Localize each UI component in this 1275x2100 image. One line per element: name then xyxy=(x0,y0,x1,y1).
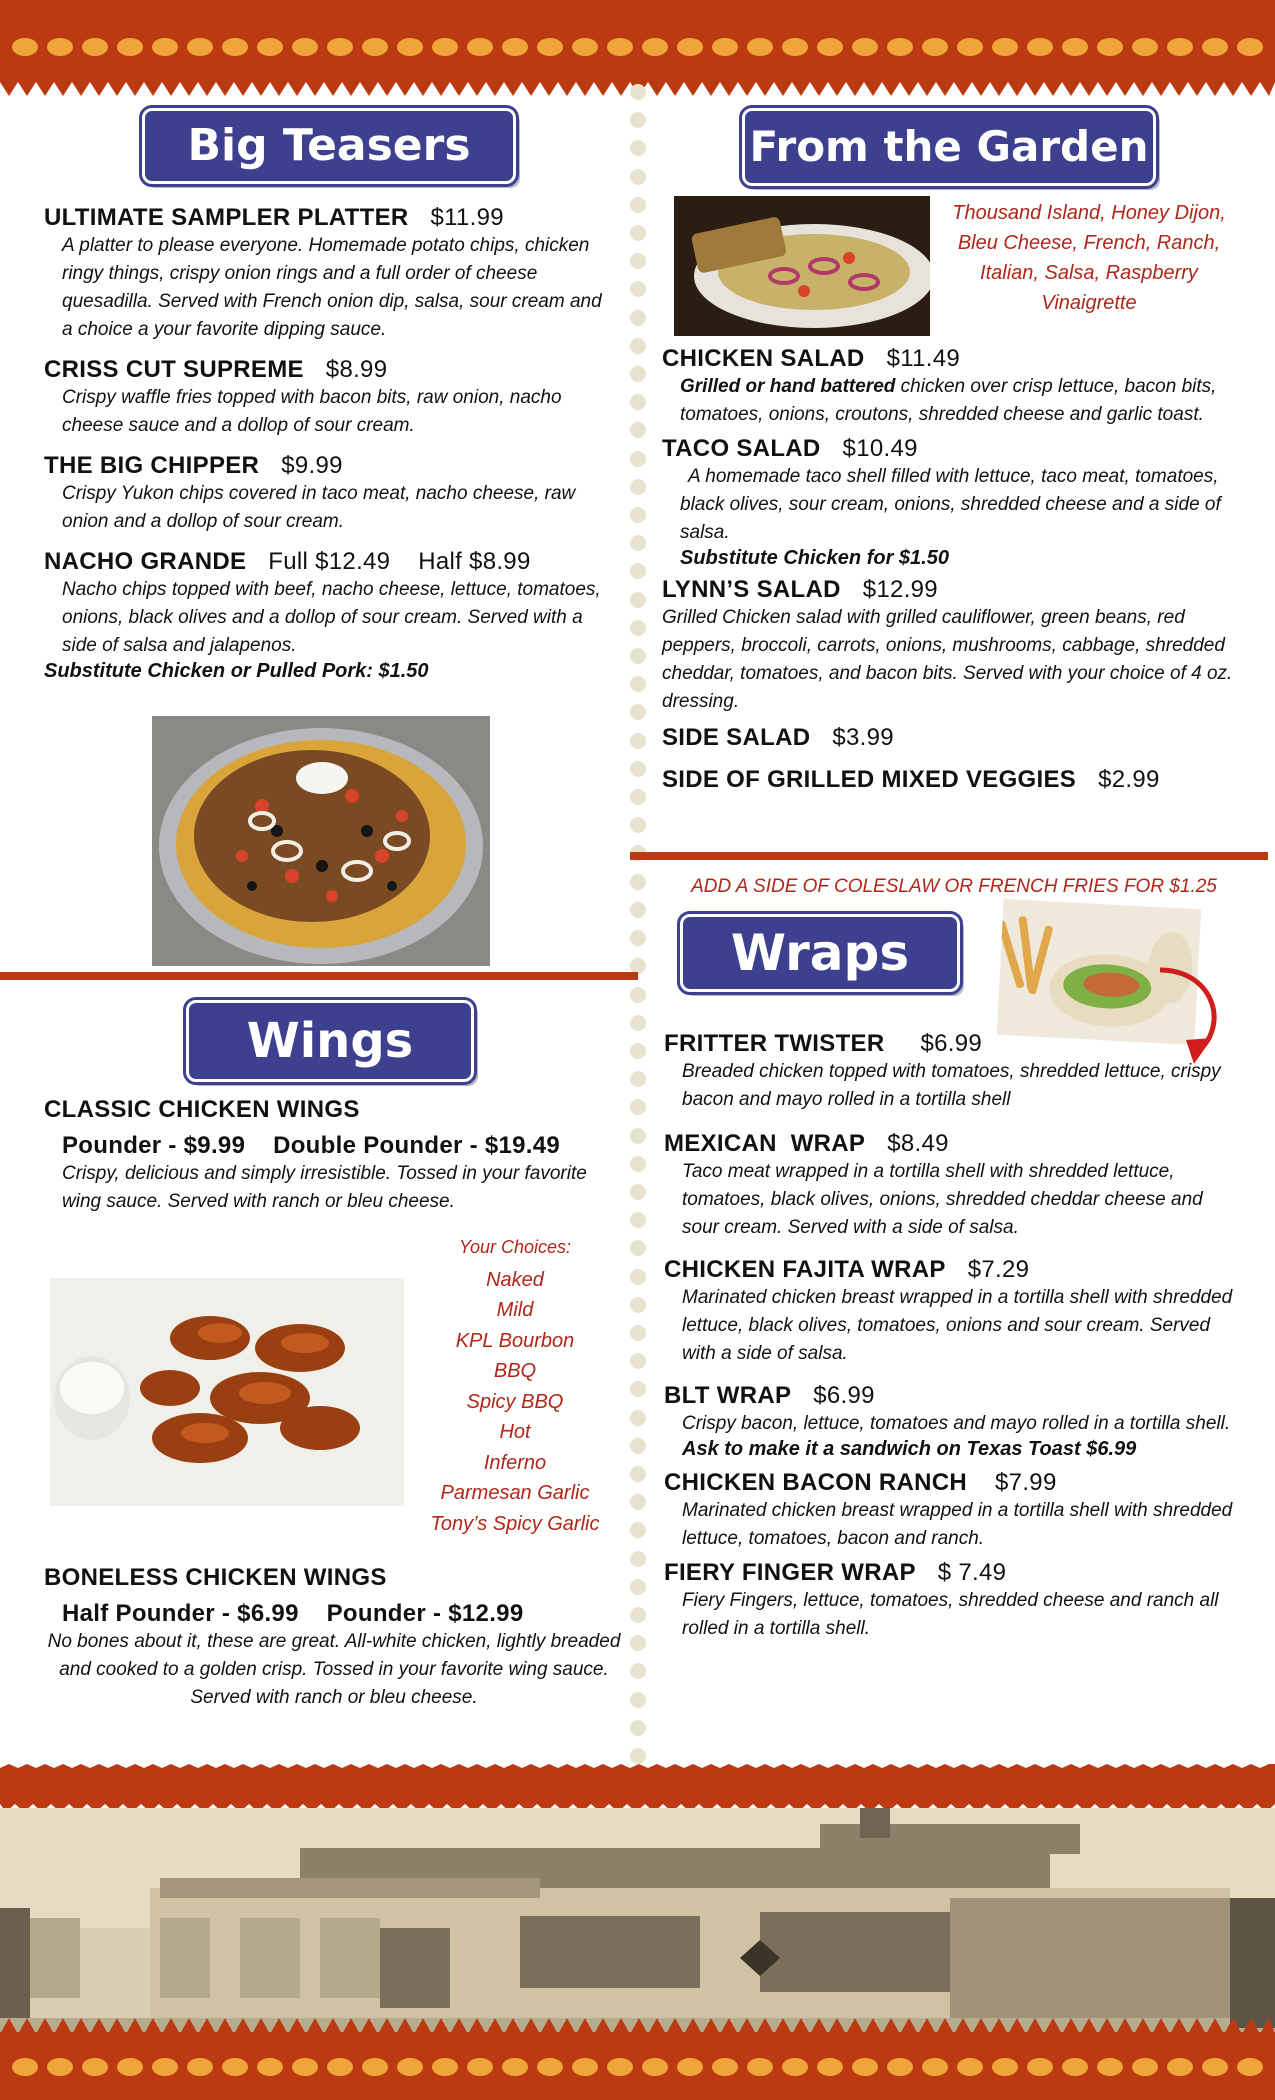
divider-dot xyxy=(630,310,646,326)
decorative-dot xyxy=(467,38,493,56)
decorative-dot xyxy=(327,2058,353,2076)
decorative-dot xyxy=(677,38,703,56)
divider-dot xyxy=(630,1410,646,1426)
decorative-dot xyxy=(397,38,423,56)
item-name: NACHO GRANDE xyxy=(44,548,247,575)
decorative-dot xyxy=(47,2058,73,2076)
decorative-dot xyxy=(82,38,108,56)
boneless-wings-sizes: Half Pounder - $6.99 Pounder - $12.99 xyxy=(62,1600,524,1627)
divider-dot xyxy=(630,1325,646,1341)
divider-dot xyxy=(630,1297,646,1313)
boneless-wings xyxy=(44,1564,624,1712)
decorative-dot xyxy=(817,2058,843,2076)
divider-dot xyxy=(630,1381,646,1397)
addon-note: ADD A SIDE OF COLESLAW OR FRENCH FRIES FOR $1.25 xyxy=(691,876,1217,897)
menu-item-title xyxy=(664,1256,1244,1284)
classic-wings-sizes: Pounder - $9.99 Double Pounder - $19.49 xyxy=(62,1132,561,1159)
nachos-photo xyxy=(152,716,490,966)
decorative-dot xyxy=(362,38,388,56)
divider-dot xyxy=(630,1466,646,1482)
decorative-dot xyxy=(82,2058,108,2076)
item-price: $11.99 xyxy=(430,204,504,231)
decorative-dot xyxy=(957,38,983,56)
item-name: CRISS CUT SUPREME xyxy=(44,356,304,383)
decorative-dot xyxy=(992,2058,1018,2076)
decorative-dot xyxy=(222,38,248,56)
divider-dot xyxy=(630,1635,646,1651)
sauce-choice: Spicy BBQ xyxy=(466,1390,564,1413)
sauce-choice: KPL Bourbon xyxy=(455,1329,575,1352)
divider-dot xyxy=(630,789,646,805)
divider-dot xyxy=(630,1184,646,1200)
decorative-dot xyxy=(957,2058,983,2076)
wings-banner xyxy=(186,1000,474,1082)
salad-photo xyxy=(674,196,930,336)
item-name: SIDE SALAD xyxy=(662,724,811,751)
decorative-dot xyxy=(1132,38,1158,56)
bottom-dot-row xyxy=(0,2054,1275,2080)
sauce-choice: Inferno xyxy=(483,1451,547,1474)
decorative-dot xyxy=(1237,38,1263,56)
divider-dot xyxy=(630,84,646,100)
wraps-title: Wraps xyxy=(730,924,910,982)
decorative-dot xyxy=(222,2058,248,2076)
item-price: $10.49 xyxy=(842,435,918,462)
decorative-dot xyxy=(1097,2058,1123,2076)
divider-dot xyxy=(630,1099,646,1115)
decorative-dot xyxy=(117,2058,143,2076)
decorative-dot xyxy=(607,2058,633,2076)
item-description: Marinated chicken breast wrapped in a tortilla shell with shredded lettuce, black olives, tomatoes, onions and sour cream. Served with a side of salsa. xyxy=(682,1287,1233,1364)
big-teasers-title: Big Teasers xyxy=(187,120,471,171)
divider-dot xyxy=(630,197,646,213)
divider-dot xyxy=(630,451,646,467)
decorative-dot xyxy=(852,2058,878,2076)
item-price: $8.49 xyxy=(887,1130,949,1157)
decorative-dot xyxy=(1237,2058,1263,2076)
menu-item-title xyxy=(662,435,1247,463)
wing-choices xyxy=(412,1232,618,1539)
decorative-dot xyxy=(1027,2058,1053,2076)
item-name: FIERY FINGER WRAP xyxy=(664,1559,916,1586)
divider-dot xyxy=(630,1692,646,1708)
mid-zigzag-band xyxy=(0,1764,1275,1812)
decorative-dot xyxy=(782,2058,808,2076)
item-name: SIDE OF GRILLED MIXED VEGGIES xyxy=(662,766,1077,793)
divider-dot xyxy=(630,422,646,438)
divider-dot xyxy=(630,1128,646,1144)
substitute-note: Substitute Chicken or Pulled Pork: $1.50 xyxy=(44,660,429,682)
right-section-divider xyxy=(630,852,1268,860)
item-description xyxy=(680,373,1247,429)
divider-dot xyxy=(630,112,646,128)
divider-dot xyxy=(630,592,646,608)
item-name: TACO SALAD xyxy=(662,435,821,462)
divider-dot xyxy=(630,1071,646,1087)
decorative-dot xyxy=(362,2058,388,2076)
menu-item-title xyxy=(664,1382,1244,1410)
item-name: CHICKEN SALAD xyxy=(662,345,865,372)
substitute-note: Substitute Chicken for $1.50 xyxy=(680,547,949,569)
divider-dot xyxy=(630,874,646,890)
menu-item-title xyxy=(662,576,1247,604)
divider-dot xyxy=(630,281,646,297)
item-description: Crispy waffle fries topped with bacon bits, raw onion, nacho cheese sauce and a dollop of sour cream. xyxy=(62,387,562,436)
divider-dot xyxy=(630,930,646,946)
decorative-dot xyxy=(187,38,213,56)
menu-item-title xyxy=(662,766,1247,794)
item-description: Crispy Yukon chips covered in taco meat, nacho cheese, raw onion and a dollop of sour cream. xyxy=(62,483,576,532)
decorative-dot xyxy=(1062,38,1088,56)
decorative-dot xyxy=(852,38,878,56)
menu-item-title xyxy=(44,452,614,480)
menu-item-title xyxy=(664,1030,1244,1058)
decorative-dot xyxy=(1167,38,1193,56)
divider-dot xyxy=(630,1748,646,1764)
decorative-dot xyxy=(817,38,843,56)
item-name: LYNN’S SALAD xyxy=(662,576,841,603)
wings-photo xyxy=(50,1278,404,1506)
left-section-divider xyxy=(0,972,638,980)
desc-bold: Grilled or hand battered xyxy=(680,376,896,397)
item-price: Full $12.49 Half $8.99 xyxy=(268,548,531,575)
menu-item-title xyxy=(44,356,614,384)
decorative-dot xyxy=(292,38,318,56)
menu-item-title xyxy=(664,1559,1244,1587)
item-description: Crispy bacon, lettuce, tomatoes and mayo rolled in a tortilla shell. xyxy=(682,1413,1231,1434)
item-price: $8.99 xyxy=(325,356,388,383)
boneless-wings-title: BONELESS CHICKEN WINGS xyxy=(44,1564,387,1591)
divider-dot xyxy=(630,704,646,720)
decorative-dot xyxy=(922,38,948,56)
item-name: MEXICAN WRAP xyxy=(664,1130,866,1157)
item-price: $11.49 xyxy=(886,345,961,372)
divider-dot xyxy=(630,761,646,777)
divider-dot xyxy=(630,676,646,692)
item-description: A platter to please everyone. Homemade potato chips, chicken ringy things, crispy onion rings and a full order of cheese quesadilla. Served with French onion dip, salsa, sour cream and a choice a your favorite dipping sauce. xyxy=(62,235,602,340)
decorative-dot xyxy=(677,2058,703,2076)
classic-wings-description: Crispy, delicious and simply irresistible. Tossed in your favorite wing sauce. Served with ranch or bleu cheese. xyxy=(62,1163,587,1212)
item-price: $6.99 xyxy=(920,1030,983,1057)
garden-title: From the Garden xyxy=(749,122,1149,171)
decorative-dot xyxy=(1202,2058,1228,2076)
divider-dot xyxy=(630,902,646,918)
decorative-dot xyxy=(642,2058,668,2076)
decorative-dot xyxy=(117,38,143,56)
divider-dot xyxy=(630,225,646,241)
item-name: ULTIMATE SAMPLER PLATTER xyxy=(44,204,409,231)
divider-dot xyxy=(630,1579,646,1595)
menu-item-title xyxy=(44,204,614,232)
decorative-dot xyxy=(257,38,283,56)
item-name: CHICKEN FAJITA WRAP xyxy=(664,1256,946,1283)
divider-dot xyxy=(630,253,646,269)
divider-dot xyxy=(630,817,646,833)
decorative-dot xyxy=(1062,2058,1088,2076)
top-dot-row xyxy=(0,34,1275,60)
decorative-dot xyxy=(1097,38,1123,56)
divider-dot xyxy=(630,1156,646,1172)
top-band xyxy=(0,0,1275,82)
sauce-choice: Naked xyxy=(486,1268,544,1291)
sauce-choice: Mild xyxy=(496,1299,534,1321)
decorative-dot xyxy=(47,38,73,56)
item-description: Taco meat wrapped in a tortilla shell with shredded lettuce, tomatoes, black olives, onions, shredded cheddar cheese and sour cream. Served with a side of salsa. xyxy=(682,1161,1203,1238)
classic-wings-title: CLASSIC CHICKEN WINGS xyxy=(44,1096,360,1123)
divider-dot xyxy=(630,1663,646,1679)
decorative-dot xyxy=(292,2058,318,2076)
decorative-dot xyxy=(502,2058,528,2076)
bottom-zigzag xyxy=(0,2018,1275,2034)
decorative-dot xyxy=(887,2058,913,2076)
decorative-dot xyxy=(152,2058,178,2076)
divider-dot xyxy=(630,338,646,354)
decorative-dot xyxy=(782,38,808,56)
divider-dot xyxy=(630,987,646,1003)
menu-item-title xyxy=(662,724,1247,752)
item-name: BLT WRAP xyxy=(664,1382,792,1409)
decorative-dot xyxy=(502,38,528,56)
sauce-choice: Hot xyxy=(499,1421,531,1443)
decorative-dot xyxy=(887,38,913,56)
wraps-list xyxy=(664,1030,1244,1643)
decorative-dot xyxy=(537,2058,563,2076)
item-price: $3.99 xyxy=(832,724,894,751)
decorative-dot xyxy=(257,2058,283,2076)
item-description: Nacho chips topped with beef, nacho cheese, lettuce, tomatoes, onions, black olives and a dollop of sour cream. Served with a side of salsa and jalapenos. xyxy=(62,579,601,656)
item-name: FRITTER TWISTER xyxy=(664,1030,885,1057)
divider-dot xyxy=(630,733,646,749)
divider-dot xyxy=(630,1551,646,1567)
decorative-dot xyxy=(1027,38,1053,56)
divider-dot xyxy=(630,507,646,523)
divider-dot xyxy=(630,535,646,551)
classic-wings xyxy=(44,1096,624,1216)
item-description: A homemade taco shell filled with lettuce, taco meat, tomatoes, black olives, sour cream, onions, shredded cheese and a side of salsa. xyxy=(680,466,1221,543)
divider-dot xyxy=(630,1212,646,1228)
decorative-dot xyxy=(537,38,563,56)
teasers-list xyxy=(44,204,614,683)
divider-dot xyxy=(630,366,646,382)
divider-dot xyxy=(630,648,646,664)
divider-dot xyxy=(630,1269,646,1285)
decorative-dot xyxy=(992,38,1018,56)
divider-dot xyxy=(630,1438,646,1454)
item-description: Fiery Fingers, lettuce, tomatoes, shredded cheese and ranch all rolled in a tortilla shell. xyxy=(682,1590,1219,1639)
wraps-banner xyxy=(680,914,960,992)
divider-dot xyxy=(630,1607,646,1623)
decorative-dot xyxy=(467,2058,493,2076)
desc-text: chicken over crisp lettuce, bacon bits, tomatoes, onions, croutons, shredded cheese and garlic toast. xyxy=(680,376,1217,425)
sauce-choice: BBQ xyxy=(493,1360,537,1382)
big-teasers-banner xyxy=(142,108,516,184)
divider-dot xyxy=(630,1494,646,1510)
vertical-divider xyxy=(628,84,648,1764)
divider-dot xyxy=(630,394,646,410)
item-price: $12.99 xyxy=(862,576,938,603)
decorative-dot xyxy=(747,38,773,56)
divider-dot xyxy=(630,1015,646,1031)
garden-list xyxy=(662,345,1247,794)
decorative-dot xyxy=(712,2058,738,2076)
bottom-band xyxy=(0,2032,1275,2100)
decorative-dot xyxy=(747,2058,773,2076)
decorative-dot xyxy=(432,2058,458,2076)
decorative-dot xyxy=(327,38,353,56)
decorative-dot xyxy=(1167,2058,1193,2076)
decorative-dot xyxy=(1132,2058,1158,2076)
decorative-dot xyxy=(607,38,633,56)
item-price: $6.99 xyxy=(813,1382,875,1409)
dressing-list: Thousand Island, Honey Dijon, Bleu Cheese, French, Ranch, Italian, Salsa, Raspberry Vinaigrette xyxy=(952,202,1226,314)
divider-dot xyxy=(630,1240,646,1256)
choices-title: Your Choices: xyxy=(458,1237,572,1257)
decorative-dot xyxy=(12,2058,38,2076)
menu-item-title xyxy=(664,1130,1244,1158)
decorative-dot xyxy=(397,2058,423,2076)
item-description: Grilled Chicken salad with grilled cauliflower, green beans, red peppers, broccoli, carrots, onions, mushrooms, cabbage, shredded cheddar, tomatoes, and bacon bits. Served with your choice of 4 oz. dressing. xyxy=(662,607,1233,712)
item-price: $7.29 xyxy=(967,1256,1030,1283)
item-price: $9.99 xyxy=(281,452,343,479)
divider-dot xyxy=(630,140,646,156)
divider-dot xyxy=(630,620,646,636)
decorative-dot xyxy=(1202,38,1228,56)
item-price: $2.99 xyxy=(1098,766,1160,793)
sauce-choice: Tony’s Spicy Garlic xyxy=(430,1512,600,1535)
item-description: Breaded chicken topped with tomatoes, shredded lettuce, crispy bacon and mayo rolled in a tortilla shell xyxy=(682,1061,1221,1110)
item-description: Marinated chicken breast wrapped in a tortilla shell with shredded lettuce, tomatoes, bacon and ranch. xyxy=(682,1500,1233,1549)
garden-banner xyxy=(742,108,1156,186)
decorative-dot xyxy=(187,2058,213,2076)
item-name: THE BIG CHIPPER xyxy=(44,452,260,479)
decorative-dot xyxy=(922,2058,948,2076)
wings-title: Wings xyxy=(246,1013,414,1069)
decorative-dot xyxy=(642,38,668,56)
decorative-dot xyxy=(712,38,738,56)
decorative-dot xyxy=(572,2058,598,2076)
menu-item-title xyxy=(44,548,614,576)
menu-item-title xyxy=(662,345,1247,373)
divider-dot xyxy=(630,1043,646,1059)
sauce-choice: Parmesan Garlic xyxy=(440,1482,590,1504)
divider-dot xyxy=(630,1522,646,1538)
divider-dot xyxy=(630,169,646,185)
item-price: $ 7.49 xyxy=(937,1559,1007,1586)
decorative-dot xyxy=(12,38,38,56)
decorative-dot xyxy=(572,38,598,56)
item-price: $7.99 xyxy=(995,1469,1057,1496)
sandwich-note: Ask to make it a sandwich on Texas Toast $6.99 xyxy=(682,1438,1137,1460)
decorative-dot xyxy=(432,38,458,56)
divider-dot xyxy=(630,1353,646,1369)
restaurant-photo xyxy=(0,1808,1275,2032)
boneless-wings-description: No bones about it, these are great. All-white chicken, lightly breaded and cooked to a golden crisp. Tossed in your favorite wing sauce. Served with ranch or bleu cheese. xyxy=(47,1631,621,1708)
menu-item-title xyxy=(664,1469,1244,1497)
divider-dot xyxy=(630,479,646,495)
divider-dot xyxy=(630,1720,646,1736)
divider-dot xyxy=(630,563,646,579)
decorative-dot xyxy=(152,38,178,56)
item-name: CHICKEN BACON RANCH xyxy=(664,1469,968,1496)
